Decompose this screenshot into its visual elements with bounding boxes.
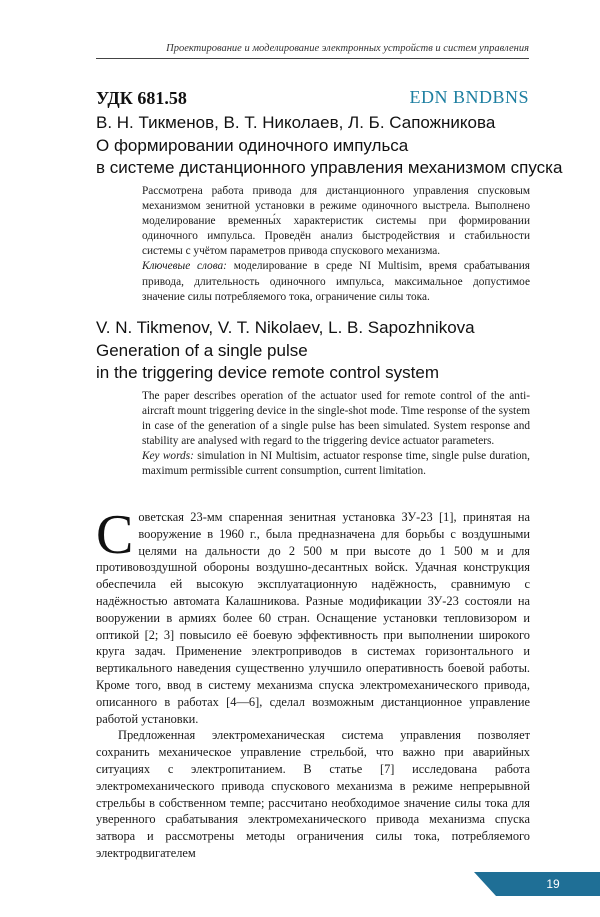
drop-cap: С [96, 504, 134, 566]
keywords-ru [142, 259, 530, 304]
body-paragraph-1-text: оветская 23-мм спаренная зенитная установка ЗУ-23 [1], принятая на вооружение в 1960 г., была предназначена для борьбы с воздушными целями на дальности до 2 500 м при высоте до 1 500 м и для противовоздушной обороны воздушно-десантных войск. Удачная конструкция обеспечила ей высокую эксплуатационную надёжность, сравнимую с надёжностью автомата Калашникова. Разные модификации ЗУ-23 состояли на вооружении в армиях более 60 стран. Оснащение установки тепловизором и оптикой [2; 3] повысило её боевую эффективность при выполнении широкого круга задач. Применение электроприводов в системах горизонтального и вертикального наведения существенно улучшило оперативность боевой работы. Кроме того, ввод в систему механизма спуска электромеханического привода, описанного в работах [4—6], сделал возможным дистанционное управление работой установки. [96, 510, 530, 726]
body-paragraph-1 [96, 504, 530, 727]
keywords-en-text: simulation in NI Multisim, actuator response time, single pulse duration, maximum permissible current consumption, current limitation. [142, 450, 530, 478]
keywords-en [142, 449, 530, 479]
article-body [96, 504, 530, 862]
keywords-ru-text: моделирование в среде NI Multisim, время срабатывания привода, длительность одиночного импульса, максимальное допустимое значение силы потребляемого тока, ограничение силы тока. [142, 260, 530, 303]
title-ru [96, 135, 563, 179]
abstract-en [142, 389, 530, 480]
edn-code: EDN BNDBNS [409, 87, 529, 107]
title-en-line-2: in the triggering device remote control system [96, 363, 439, 382]
keywords-en-label: Key words: [142, 450, 194, 463]
title-en [96, 340, 536, 384]
running-header: Проектирование и моделирование электронных устройств и систем управления [96, 43, 529, 59]
abstract-en-text: The paper describes operation of the actuator used for remote control of the anti-aircraft mount triggering device in the single-shot mode. Time response of the system in case of the generation of a single pulse has been simulated. System response and stability are analysed with regard to the triggering device actuator parameters. [142, 390, 530, 448]
page-number: 19 [546, 877, 560, 891]
authors-en: V. N. Tikmenov, V. T. Nikolaev, L. B. Sapozhnikova [96, 318, 475, 337]
body-paragraph-2: Предложенная электромеханическая система управления позволяет сохранить механическое управление стрельбой, что важно при аварийных ситуациях с электропитанием. В статье [7] исследована работа электромеханического привода спускового механизма в режиме непрерывной стрельбы в собственном темпе; рассчитано необходимое значение силы тока для уверенного срабатывания электромеханического привода механизма спуска затвора и рассмотрены методы ограничения силы тока, потребляемого электродвигателем [96, 728, 530, 860]
keywords-ru-label: Ключевые слова: [142, 260, 227, 273]
udk-code: УДК 681.58 [96, 88, 187, 108]
title-ru-line-2: в системе дистанционного управления механизмом спуска [96, 158, 563, 177]
title-ru-line-1: О формировании одиночного импульса [96, 136, 409, 155]
authors-ru: В. Н. Тикменов, В. Т. Николаев, Л. Б. Сапожникова [96, 113, 496, 132]
abstract-ru [142, 184, 530, 305]
abstract-ru-text: Рассмотрена работа привода для дистанционного управления спусковым механизмом зенитной установки в режиме одиночного выстрела. Выполнено моделирование временны́х характеристик системы при формировании одиночного импульса. Проведён анализ быстродействия и стабильности системы с учётом параметров привода спускового механизма. [142, 185, 530, 258]
title-en-line-1: Generation of a single pulse [96, 341, 308, 360]
